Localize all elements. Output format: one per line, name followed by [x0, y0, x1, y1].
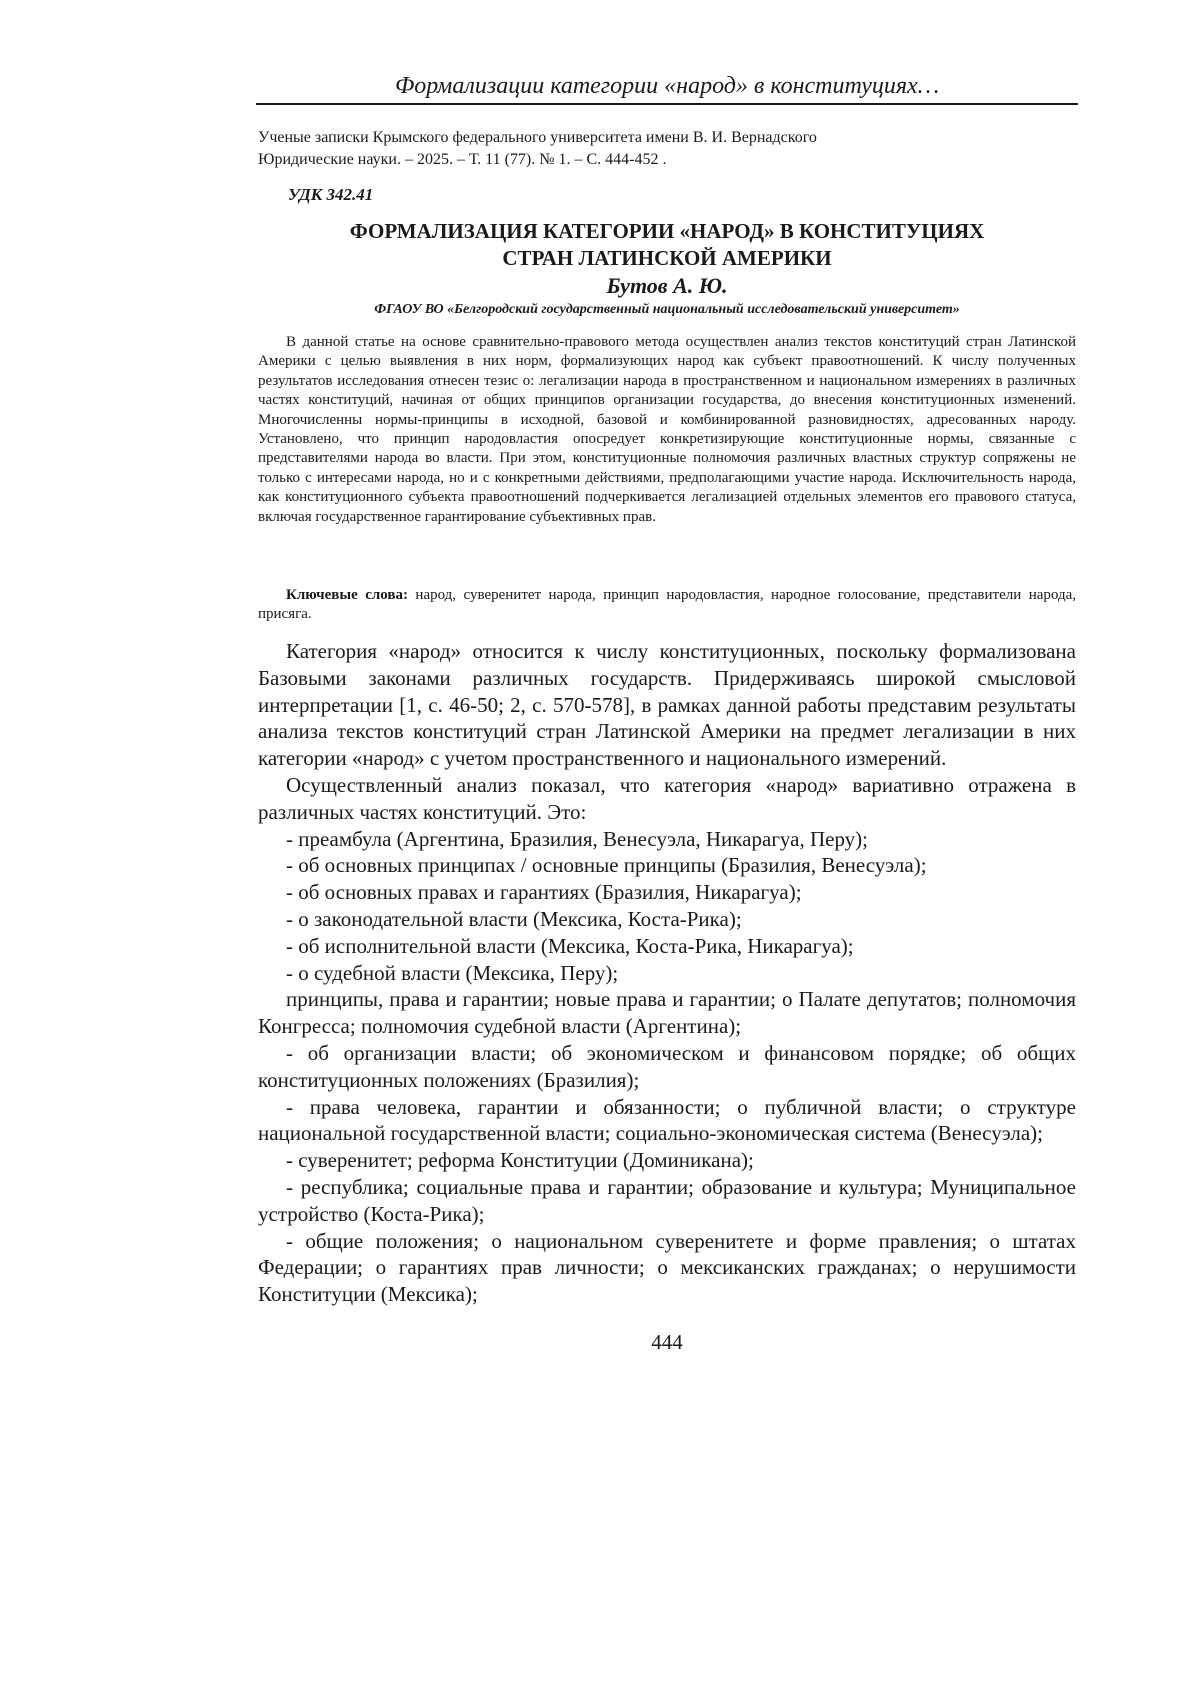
list-item: - об исполнительной власти (Мексика, Коста-Рика, Никарагуа);	[258, 933, 1076, 960]
body-paragraph-6: - суверенитет; реформа Конституции (Доминикана);	[258, 1147, 1076, 1174]
journal-line-1: Ученые записки Крымского федерального университета имени В. И. Вернадского	[258, 127, 1078, 149]
title-line-2: СТРАН ЛАТИНСКОЙ АМЕРИКИ	[256, 245, 1078, 272]
body-paragraph-4: - об организации власти; об экономическом и финансовом порядке; об общих конституционных положениях (Бразилия);	[258, 1040, 1076, 1094]
body-paragraph-5: - права человека, гарантии и обязанности; о публичной власти; о структуре национальной государственной власти; социально-экономическая система (Венесуэла);	[258, 1094, 1076, 1148]
abstract: В данной статье на основе сравнительно-правового метода осуществлен анализ текстов конституций стран Латинской Америки с целью выявления в них норм, формализующих народ как субъект правоотношений. К числу полученных результатов исследования отнесен тезис о: легализации народа в пространственном и национальном измерениях в различных частях конституций, начиная от общих принципов организации государства, до внесения конституционных изменений. Многочисленны нормы-принципы в исходной, базовой и комбинированной разновидностях, адресованных народу. Установлено, что принцип народовластия опосредует конкретизирующие конституционные нормы, связанные с представителями народа во власти. При этом, конституционные полномочия различных властных структур сопряжены не только с интересами народа, но и с конкретными действиями, предполагающими участие народа. Исключительность народа, как конституционного субъекта правоотношений подчеркивается легализацией отдельных элементов его правового статуса, включая государственное гарантирование субъективных прав.	[258, 333, 1076, 527]
author: Бутов А. Ю.	[256, 272, 1078, 300]
page-number: 444	[256, 1328, 1078, 1356]
list-item: - о законодательной власти (Мексика, Коста-Рика);	[258, 906, 1076, 933]
article-body	[258, 638, 1076, 1308]
keywords	[258, 586, 1076, 625]
list-item: - о судебной власти (Мексика, Перу);	[258, 960, 1076, 987]
body-paragraph-7: - республика; социальные права и гарантии; образование и культура; Муниципальное устройство (Коста-Рика);	[258, 1174, 1076, 1228]
udk-code: УДК 342.41	[288, 183, 373, 207]
journal-citation	[258, 127, 1078, 171]
title-line-1: ФОРМАЛИЗАЦИЯ КАТЕГОРИИ «НАРОД» В КОНСТИТУЦИЯХ	[256, 218, 1078, 245]
list-item: - преамбула (Аргентина, Бразилия, Венесуэла, Никарагуа, Перу);	[258, 826, 1076, 853]
body-paragraph-8: - общие положения; о национальном суверенитете и форме правления; о штатах Федерации; о гарантиях прав личности; о мексиканских гражданах; о нерушимости Конституции (Мексика);	[258, 1228, 1076, 1308]
journal-line-2: Юридические науки. – 2025. – Т. 11 (77). № 1. – С. 444-452 .	[258, 149, 1078, 171]
article-title	[256, 218, 1078, 272]
keywords-label: Ключевые слова:	[286, 587, 408, 603]
body-paragraph-2: Осуществленный анализ показал, что категория «народ» вариативно отражена в различных частях конституций. Это:	[258, 772, 1076, 826]
body-paragraph-1: Категория «народ» относится к числу конституционных, поскольку формализована Базовыми законами различных государств. Придерживаясь широкой смысловой интерпретации [1, с. 46-50; 2, с. 570-578], в рамках данной работы представим результаты анализа текстов конституций стран Латинской Америки на предмет легализации в них категории «народ» с учетом пространственного и национального измерений.	[258, 638, 1076, 772]
header-rule	[256, 103, 1078, 105]
document-page	[0, 0, 1200, 1697]
list-item: - об основных правах и гарантиях (Бразилия, Никарагуа);	[258, 879, 1076, 906]
list-item: - об основных принципах / основные принципы (Бразилия, Венесуэла);	[258, 852, 1076, 879]
body-paragraph-3: принципы, права и гарантии; новые права и гарантии; о Палате депутатов; полномочия Конгресса; полномочия судебной власти (Аргентина);	[258, 986, 1076, 1040]
running-header: Формализации категории «народ» в конституциях…	[256, 70, 1078, 102]
affiliation: ФГАОУ ВО «Белгородский государственный национальный исследовательский университет»	[256, 300, 1078, 320]
keywords-text: народ, суверенитет народа, принцип народовластия, народное голосование, представители народа, присяга.	[258, 587, 1076, 622]
